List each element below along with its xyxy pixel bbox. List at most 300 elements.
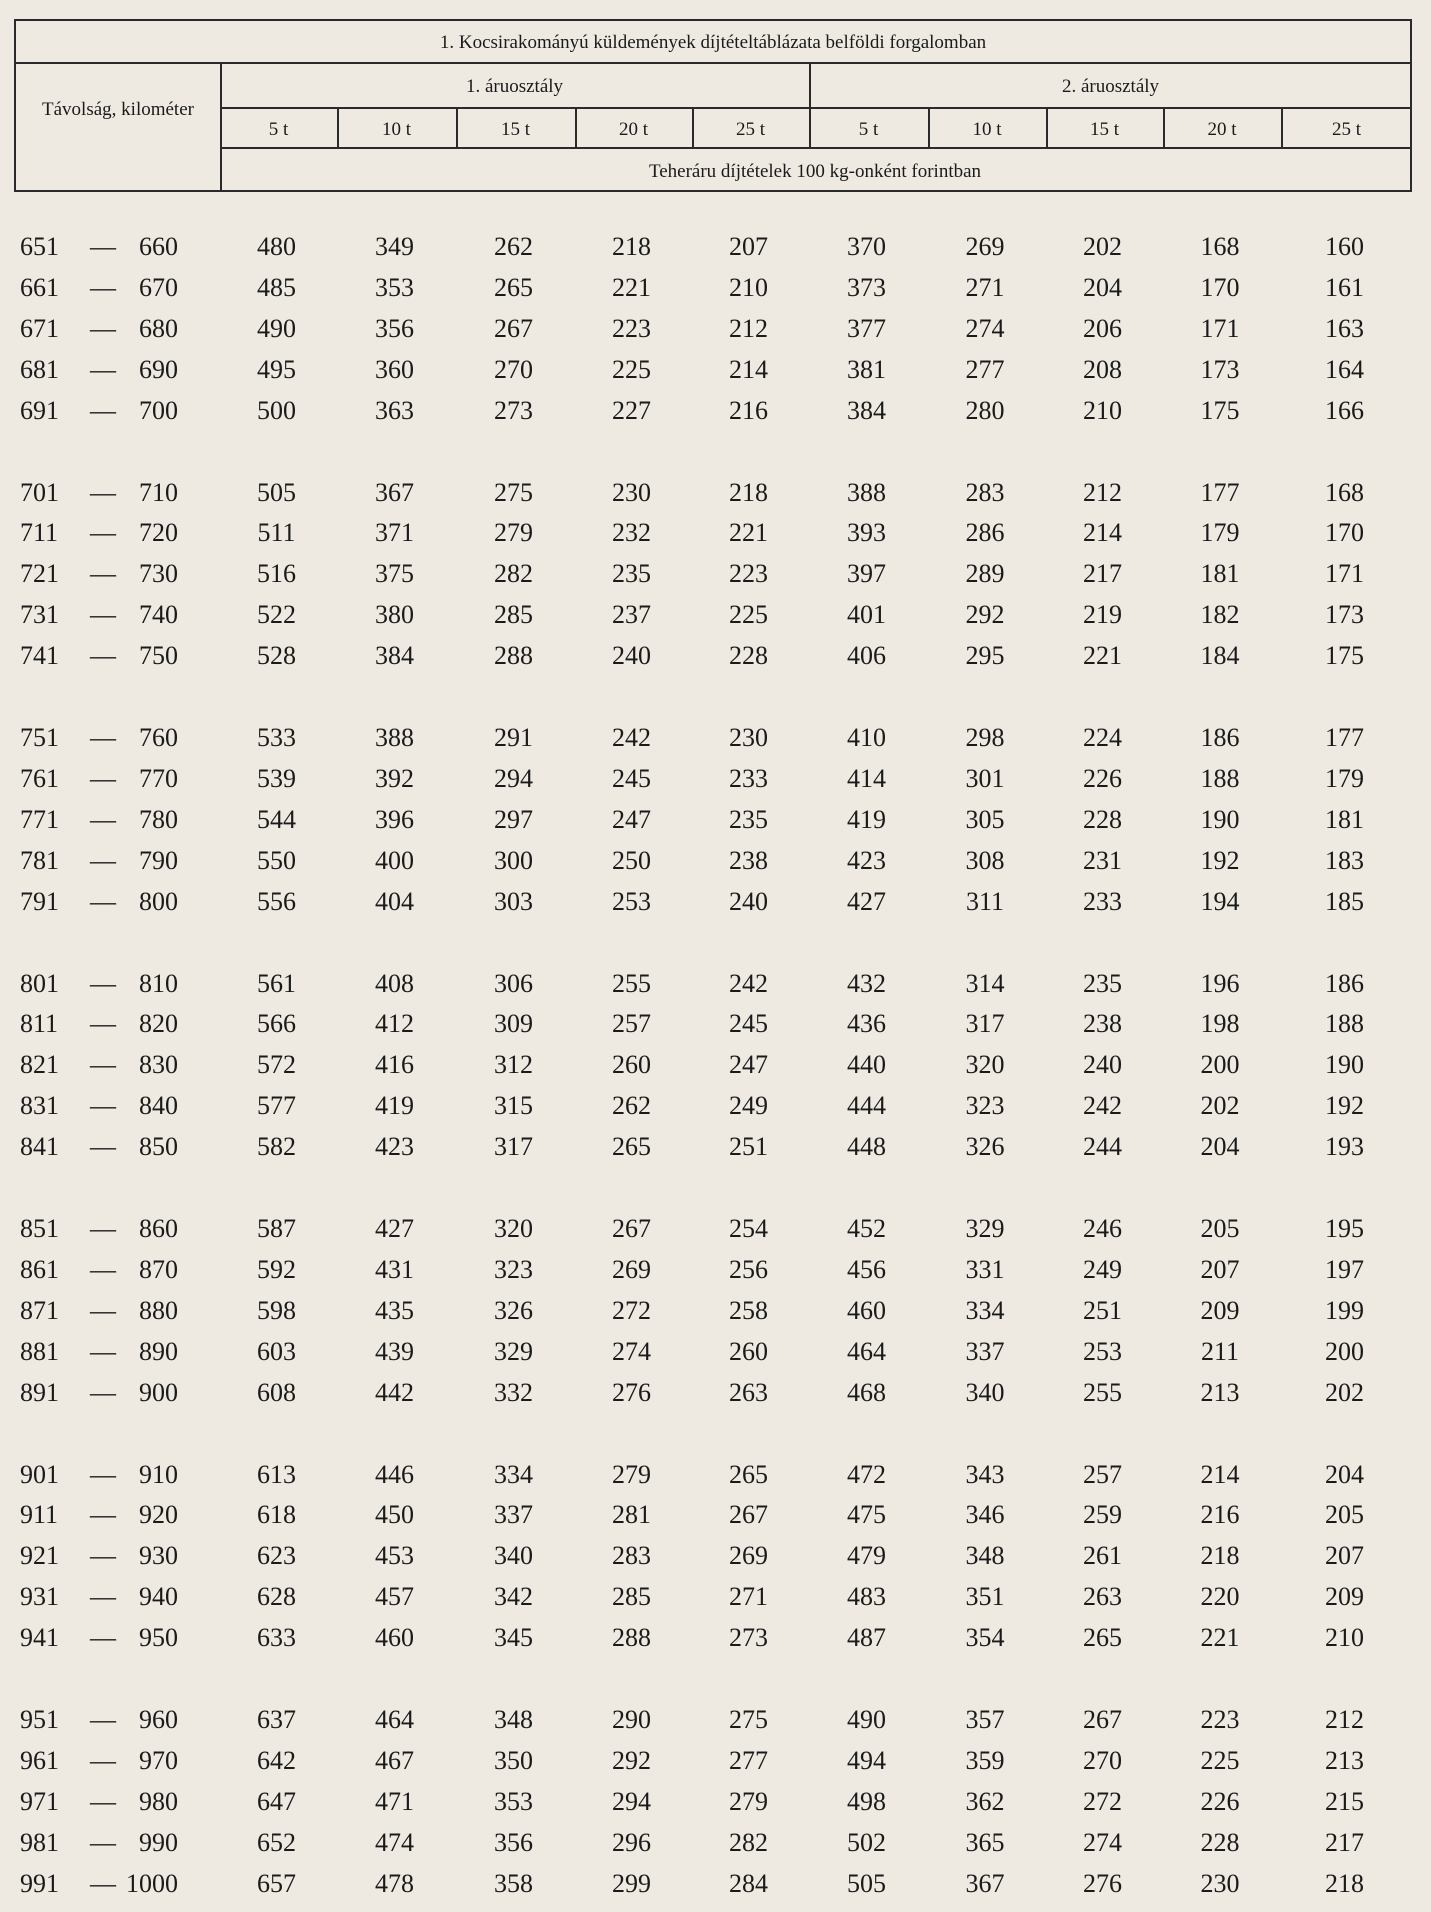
rate-cell: 198 [1200, 1009, 1240, 1039]
rate-cell: 294 [612, 1786, 651, 1816]
rate-cell: 301 [965, 763, 1005, 793]
rate-cell: 471 [375, 1786, 414, 1816]
rate-cell: 323 [965, 1091, 1005, 1121]
rate-cell: 274 [965, 313, 1005, 343]
rate-cell: 230 [729, 723, 768, 752]
table-row [0, 1700, 1431, 1740]
rate-cell: 502 [847, 1827, 886, 1857]
distance-to: 900 [139, 1377, 178, 1407]
distance-to: 660 [139, 232, 178, 261]
rate-cell: 566 [257, 1009, 296, 1039]
table-row [0, 309, 1431, 349]
distance-from: 821 [20, 1050, 59, 1080]
rate-cell: 196 [1200, 968, 1240, 998]
range-dash: — [90, 518, 116, 548]
rate-cell: 351 [965, 1582, 1005, 1612]
distance-to: 990 [139, 1827, 178, 1857]
range-dash: — [90, 1786, 116, 1816]
rate-cell: 186 [1200, 723, 1240, 752]
table-row [0, 268, 1431, 308]
rate-cell: 633 [257, 1623, 296, 1653]
rate-cell: 380 [375, 600, 414, 630]
rate-cell: 478 [375, 1868, 414, 1898]
distance-to: 790 [139, 845, 178, 875]
rate-cell: 179 [1325, 763, 1364, 793]
rate-cell: 273 [494, 395, 533, 425]
distance-from: 841 [20, 1132, 59, 1162]
rate-cell: 258 [729, 1295, 768, 1325]
rate-cell: 193 [1325, 1132, 1364, 1162]
table-row [0, 595, 1431, 635]
rate-cell: 435 [375, 1295, 414, 1325]
distance-to: 670 [139, 272, 178, 302]
rate-cell: 221 [612, 272, 651, 302]
rate-cell: 204 [1083, 272, 1122, 302]
rate-cell: 442 [375, 1377, 414, 1407]
table-row [0, 841, 1431, 881]
distance-from: 751 [20, 723, 59, 752]
rate-cell: 343 [965, 1459, 1005, 1489]
rate-cell: 170 [1200, 272, 1240, 302]
table-row [0, 1455, 1431, 1495]
range-dash: — [90, 1050, 116, 1080]
rate-cell: 419 [375, 1091, 414, 1121]
rate-cell: 279 [612, 1459, 651, 1489]
tonnage-header: 15 t [500, 119, 531, 140]
range-dash: — [90, 477, 116, 507]
rate-cell: 221 [729, 518, 768, 548]
rate-cell: 329 [965, 1214, 1005, 1243]
rate-cell: 202 [1200, 1091, 1240, 1121]
range-dash: — [90, 845, 116, 875]
rate-cell: 255 [1083, 1377, 1122, 1407]
rate-cell: 464 [375, 1705, 414, 1734]
rate-cell: 291 [494, 723, 533, 752]
range-dash: — [90, 559, 116, 589]
rate-cell: 226 [1200, 1786, 1240, 1816]
rate-cell: 192 [1200, 845, 1240, 875]
rate-cell: 249 [1083, 1254, 1122, 1284]
rate-cell: 657 [257, 1868, 296, 1898]
rate-cell: 340 [494, 1541, 533, 1571]
distance-from: 771 [20, 804, 59, 834]
rate-cell: 277 [965, 354, 1005, 384]
rate-cell: 323 [494, 1254, 533, 1284]
rate-cell: 297 [494, 804, 533, 834]
distance-to: 760 [139, 723, 178, 752]
distance-from: 761 [20, 763, 59, 793]
rate-cell: 500 [257, 395, 296, 425]
distance-to: 960 [139, 1705, 178, 1734]
rate-cell: 173 [1325, 600, 1364, 630]
rate-cell: 231 [1083, 845, 1122, 875]
rate-cell: 276 [612, 1377, 651, 1407]
rate-cell: 285 [612, 1582, 651, 1612]
rate-cell: 269 [612, 1254, 651, 1284]
rate-cell: 505 [257, 477, 296, 507]
rate-cell: 230 [1200, 1868, 1240, 1898]
rate-cell: 577 [257, 1091, 296, 1121]
distance-from: 791 [20, 886, 59, 916]
rate-cell: 257 [1083, 1459, 1122, 1489]
table-row [0, 636, 1431, 676]
distance-from: 971 [20, 1786, 59, 1816]
rate-cell: 353 [494, 1786, 533, 1816]
rate-cell: 216 [1200, 1500, 1240, 1530]
table-row [0, 1332, 1431, 1372]
rate-cell: 410 [847, 723, 886, 752]
rate-cell: 357 [965, 1705, 1005, 1734]
rate-cell: 254 [729, 1214, 768, 1243]
rate-cell: 168 [1200, 232, 1240, 261]
rate-cell: 240 [1083, 1050, 1122, 1080]
rate-cell: 388 [375, 723, 414, 752]
rate-cell: 539 [257, 763, 296, 793]
rate-cell: 177 [1200, 477, 1240, 507]
rate-cell: 460 [375, 1623, 414, 1653]
rate-cell: 182 [1200, 600, 1240, 630]
range-dash: — [90, 1868, 116, 1898]
rate-cell: 213 [1325, 1745, 1364, 1775]
range-dash: — [90, 1132, 116, 1162]
rate-cell: 603 [257, 1336, 296, 1366]
rate-cell: 294 [494, 763, 533, 793]
rate-cell: 209 [1200, 1295, 1240, 1325]
rate-cell: 295 [965, 641, 1005, 671]
rate-cell: 359 [965, 1745, 1005, 1775]
rate-cell: 228 [1200, 1827, 1240, 1857]
rate-cell: 221 [1083, 641, 1122, 671]
rate-cell: 400 [375, 845, 414, 875]
rate-cell: 279 [729, 1786, 768, 1816]
distance-to: 930 [139, 1541, 178, 1571]
rate-cell: 179 [1200, 518, 1240, 548]
rate-cell: 642 [257, 1745, 296, 1775]
rate-cell: 184 [1200, 641, 1240, 671]
rate-cell: 485 [257, 272, 296, 302]
rate-cell: 205 [1325, 1500, 1364, 1530]
rate-cell: 160 [1325, 232, 1364, 261]
distance-to: 720 [139, 518, 178, 548]
rate-cell: 550 [257, 845, 296, 875]
rate-cell: 197 [1325, 1254, 1364, 1284]
range-dash: — [90, 723, 116, 752]
rate-cell: 214 [1083, 518, 1122, 548]
rate-cell: 273 [729, 1623, 768, 1653]
rate-cell: 224 [1083, 723, 1122, 752]
table-row [0, 1536, 1431, 1576]
rate-cell: 280 [965, 395, 1005, 425]
table-row [0, 513, 1431, 553]
tonnage-header: 5 t [268, 119, 289, 140]
rate-cell: 247 [729, 1050, 768, 1080]
rate-cell: 623 [257, 1541, 296, 1571]
rate-cell: 522 [257, 600, 296, 630]
rate-cell: 272 [612, 1295, 651, 1325]
range-dash: — [90, 804, 116, 834]
tonnage-header: 10 t [972, 119, 1002, 140]
rate-cell: 337 [494, 1500, 533, 1530]
range-dash: — [90, 1705, 116, 1734]
rate-cell: 218 [1325, 1868, 1364, 1898]
rate-cell: 188 [1200, 763, 1240, 793]
rate-cell: 194 [1200, 886, 1240, 916]
table-header [14, 19, 1412, 192]
rate-cell: 175 [1325, 641, 1364, 671]
range-dash: — [90, 272, 116, 302]
rate-cell: 412 [375, 1009, 414, 1039]
rate-cell: 544 [257, 804, 296, 834]
distance-to: 700 [139, 395, 178, 425]
range-dash: — [90, 1214, 116, 1243]
rate-cell: 275 [729, 1705, 768, 1734]
rate-cell: 173 [1200, 354, 1240, 384]
rate-cell: 257 [612, 1009, 651, 1039]
rate-cell: 608 [257, 1377, 296, 1407]
distance-to: 840 [139, 1091, 178, 1121]
rate-cell: 238 [729, 845, 768, 875]
rate-cell: 192 [1325, 1091, 1364, 1121]
distance-to: 710 [139, 477, 178, 507]
rate-cell: 204 [1200, 1132, 1240, 1162]
range-dash: — [90, 1623, 116, 1653]
rate-cell: 267 [612, 1214, 651, 1243]
rate-cell: 468 [847, 1377, 886, 1407]
table-row [0, 1004, 1431, 1044]
rate-cell: 598 [257, 1295, 296, 1325]
distance-from: 981 [20, 1827, 59, 1857]
rate-cell: 618 [257, 1500, 296, 1530]
rate-cell: 326 [494, 1295, 533, 1325]
distance-to: 970 [139, 1745, 178, 1775]
table-row [0, 554, 1431, 594]
rate-cell: 363 [375, 395, 414, 425]
rate-cell: 317 [965, 1009, 1005, 1039]
rate-cell: 464 [847, 1336, 886, 1366]
rate-cell: 208 [1083, 354, 1122, 384]
range-dash: — [90, 1745, 116, 1775]
rate-cell: 431 [375, 1254, 414, 1284]
rate-cell: 218 [729, 477, 768, 507]
rate-cell: 270 [494, 354, 533, 384]
rate-cell: 467 [375, 1745, 414, 1775]
range-dash: — [90, 232, 116, 261]
rate-cell: 427 [375, 1214, 414, 1243]
range-dash: — [90, 395, 116, 425]
rate-cell: 225 [1200, 1745, 1240, 1775]
rate-cell: 181 [1200, 559, 1240, 589]
rate-cell: 212 [729, 313, 768, 343]
rate-cell: 256 [729, 1254, 768, 1284]
rate-cell: 288 [494, 641, 533, 671]
distance-from: 661 [20, 272, 59, 302]
rate-cell: 242 [729, 968, 768, 998]
tonnage-header: 25 t [735, 119, 766, 140]
rate-cell: 375 [375, 559, 414, 589]
rate-cell: 444 [847, 1091, 886, 1121]
rate-cell: 487 [847, 1623, 886, 1653]
rate-cell: 213 [1200, 1377, 1240, 1407]
table-row [0, 964, 1431, 1004]
distance-from: 851 [20, 1214, 59, 1243]
distance-from: 721 [20, 559, 59, 589]
rate-cell: 269 [729, 1541, 768, 1571]
rate-cell: 270 [1083, 1745, 1122, 1775]
rate-cell: 235 [1083, 968, 1122, 998]
rate-cell: 251 [729, 1132, 768, 1162]
rate-cell: 190 [1325, 1050, 1364, 1080]
rate-cell: 214 [729, 354, 768, 384]
rate-cell: 331 [965, 1254, 1005, 1284]
table-row [0, 1373, 1431, 1413]
distance-to: 680 [139, 313, 178, 343]
rate-cell: 414 [847, 763, 886, 793]
rate-cell: 285 [494, 600, 533, 630]
range-dash: — [90, 763, 116, 793]
rate-cell: 206 [1083, 313, 1122, 343]
rate-cell: 483 [847, 1582, 886, 1612]
rate-cell: 342 [494, 1582, 533, 1612]
rate-cell: 281 [612, 1500, 651, 1530]
rate-cell: 490 [847, 1705, 886, 1734]
rate-cell: 253 [1083, 1336, 1122, 1366]
rate-cell: 272 [1083, 1786, 1122, 1816]
range-dash: — [90, 1541, 116, 1571]
rate-cell: 396 [375, 804, 414, 834]
rate-cell: 452 [847, 1214, 886, 1243]
rate-cell: 533 [257, 723, 296, 752]
distance-from: 861 [20, 1254, 59, 1284]
divider [220, 147, 1410, 149]
rate-cell: 296 [612, 1827, 651, 1857]
rate-cell: 242 [612, 723, 651, 752]
rate-cell: 587 [257, 1214, 296, 1243]
rate-cell: 279 [494, 518, 533, 548]
rate-cell: 334 [965, 1295, 1005, 1325]
distance-from: 951 [20, 1705, 59, 1734]
rate-cell: 397 [847, 559, 886, 589]
rate-cell: 202 [1083, 232, 1122, 261]
rate-cell: 195 [1325, 1214, 1364, 1243]
rate-cell: 219 [1083, 600, 1122, 630]
range-dash: — [90, 1827, 116, 1857]
table-row [0, 718, 1431, 758]
rate-cell: 265 [1083, 1623, 1122, 1653]
distance-label: Távolság, kilométer [42, 99, 194, 120]
rate-cell: 186 [1325, 968, 1364, 998]
rate-cell: 170 [1325, 518, 1364, 548]
range-dash: — [90, 1582, 116, 1612]
rate-cell: 440 [847, 1050, 886, 1080]
rate-cell: 628 [257, 1582, 296, 1612]
rate-cell: 225 [729, 600, 768, 630]
rate-cell: 188 [1325, 1009, 1364, 1039]
rate-cell: 647 [257, 1786, 296, 1816]
rate-cell: 267 [729, 1500, 768, 1530]
rate-cell: 472 [847, 1459, 886, 1489]
distance-from: 711 [20, 518, 59, 548]
rate-cell: 255 [612, 968, 651, 998]
rate-cell: 419 [847, 804, 886, 834]
tonnage-header: 15 t [1089, 119, 1120, 140]
rate-cell: 613 [257, 1459, 296, 1489]
rate-cell: 233 [729, 763, 768, 793]
rate-cell: 423 [375, 1132, 414, 1162]
rate-cell: 392 [375, 763, 414, 793]
rate-cell: 505 [847, 1868, 886, 1898]
rate-cell: 348 [965, 1541, 1005, 1571]
rate-cell: 490 [257, 313, 296, 343]
range-dash: — [90, 968, 116, 998]
rate-cell: 311 [965, 886, 1005, 916]
distance-to: 910 [139, 1459, 178, 1489]
rate-cell: 204 [1325, 1459, 1364, 1489]
rate-cell: 309 [494, 1009, 533, 1039]
rate-cell: 353 [375, 272, 414, 302]
rate-cell: 305 [965, 804, 1005, 834]
distance-from: 921 [20, 1541, 59, 1571]
distance-to: 950 [139, 1623, 178, 1653]
rate-cell: 306 [494, 968, 533, 998]
rate-cell: 282 [494, 559, 533, 589]
rate-cell: 408 [375, 968, 414, 998]
range-dash: — [90, 354, 116, 384]
rate-cell: 227 [612, 395, 651, 425]
rate-cell: 260 [729, 1336, 768, 1366]
rate-cell: 362 [965, 1786, 1005, 1816]
rate-cell: 249 [729, 1091, 768, 1121]
table-row [0, 1086, 1431, 1126]
rate-cell: 265 [494, 272, 533, 302]
rate-cell: 209 [1325, 1582, 1364, 1612]
divider [16, 62, 1410, 64]
distance-from: 961 [20, 1745, 59, 1775]
rate-cell: 235 [729, 804, 768, 834]
rate-cell: 210 [729, 272, 768, 302]
rate-cell: 262 [494, 232, 533, 261]
distance-from: 901 [20, 1459, 59, 1489]
rate-cell: 277 [729, 1745, 768, 1775]
rate-cell: 456 [847, 1254, 886, 1284]
distance-from: 811 [20, 1009, 59, 1039]
rate-cell: 240 [612, 641, 651, 671]
rate-cell: 340 [965, 1377, 1005, 1407]
table-row [0, 1250, 1431, 1290]
rate-cell: 283 [612, 1541, 651, 1571]
range-dash: — [90, 313, 116, 343]
rate-cell: 652 [257, 1827, 296, 1857]
rate-cell: 225 [612, 354, 651, 384]
distance-to: 980 [139, 1786, 178, 1816]
distance-from: 731 [20, 600, 59, 630]
rate-cell: 228 [1083, 804, 1122, 834]
tonnage-header: 20 t [1207, 119, 1237, 140]
class-2-label: 2. áruosztály [1061, 76, 1160, 97]
rate-cell: 326 [965, 1132, 1005, 1162]
rate-cell: 384 [847, 395, 886, 425]
tonnage-header: 5 t [858, 119, 879, 140]
table-row [0, 1864, 1431, 1904]
table-row [0, 1782, 1431, 1822]
rate-cell: 388 [847, 477, 886, 507]
distance-from: 831 [20, 1091, 59, 1121]
rate-cell: 432 [847, 968, 886, 998]
table-row [0, 227, 1431, 267]
rate-cell: 245 [612, 763, 651, 793]
range-dash: — [90, 1459, 116, 1489]
rate-cell: 300 [494, 845, 533, 875]
rate-cell: 168 [1325, 477, 1364, 507]
